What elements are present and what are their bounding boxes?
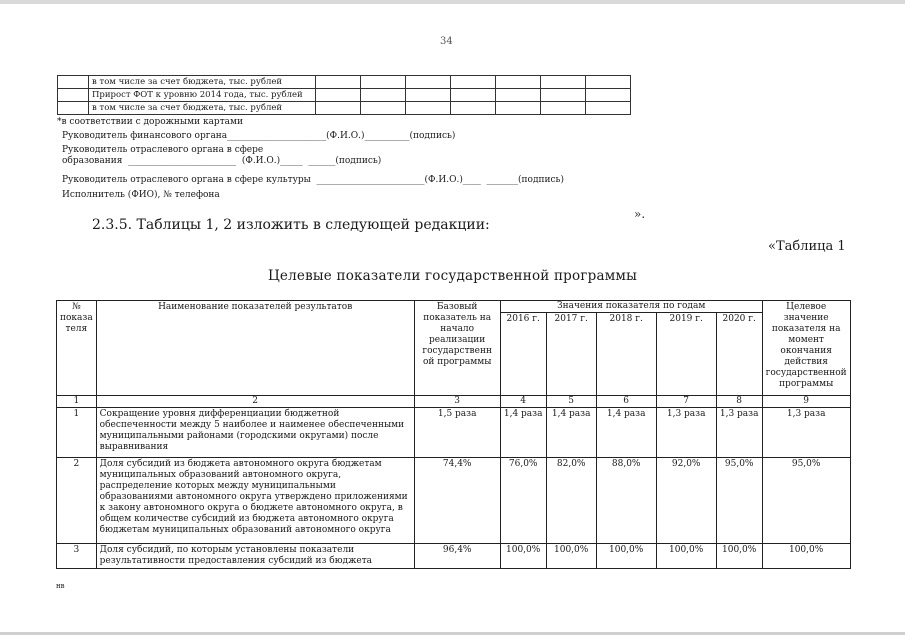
table-title: Целевые показатели государственной программы xyxy=(267,268,638,284)
previous-table-fragment xyxy=(57,75,631,115)
row-target: 1,3 раза xyxy=(762,408,850,458)
target-indicators-table xyxy=(56,300,851,569)
table-row xyxy=(58,76,631,89)
header-year: 2016 г. xyxy=(500,313,546,396)
row-base: 1,5 раза xyxy=(414,408,500,458)
header-year: 2019 г. xyxy=(656,313,716,396)
row-name: Доля субсидий, по которым установлены показатели результативности предоставления субсидий из бюджета xyxy=(96,544,414,569)
row-label: в том числе за счет бюджета, тыс. рублей xyxy=(89,102,316,115)
row-year-value: 1,4 раза xyxy=(546,408,596,458)
row-year-value: 88,0% xyxy=(596,458,656,544)
header-years-group: Значения показателя по годам xyxy=(500,301,762,313)
row-name: Доля субсидий из бюджета автономного округа бюджетам муниципальных образований автономного округа, распределение которых между муниципальными образованиями автономного округа утверждено приложениями к закону автономного округа о бюджете автономного округа, в общем количестве субсидий из бюджета автономного округа бюджетам муниципальных образований автономного округа xyxy=(96,458,414,544)
table-label: «Таблица 1 xyxy=(768,239,846,254)
row-label: в том числе за счет бюджета, тыс. рублей xyxy=(89,76,316,89)
row-year-value: 95,0% xyxy=(716,458,762,544)
header-row xyxy=(57,301,851,313)
column-number: 7 xyxy=(656,396,716,408)
header-num: № показа теля xyxy=(57,301,97,396)
signature-line-finance: Руководитель финансового органа______________________(Ф.И.О.)__________(подпись) xyxy=(62,131,456,141)
column-number: 4 xyxy=(500,396,546,408)
column-number: 1 xyxy=(57,396,97,408)
table-row xyxy=(57,544,851,569)
signature-line-education: образования ________________________ (Ф.И.О.)_____ ______(подпись) xyxy=(62,156,382,166)
column-numbers-row xyxy=(57,396,851,408)
row-year-value: 100,0% xyxy=(656,544,716,569)
column-number: 6 xyxy=(596,396,656,408)
header-year: 2018 г. xyxy=(596,313,656,396)
row-year-value: 1,4 раза xyxy=(500,408,546,458)
row-year-value: 92,0% xyxy=(656,458,716,544)
header-name: Наименование показателей результатов xyxy=(96,301,414,396)
quote-close: ». xyxy=(634,207,646,221)
table-row xyxy=(58,102,631,115)
row-num: 1 xyxy=(57,408,97,458)
row-year-value: 100,0% xyxy=(500,544,546,569)
signature-line-culture: Руководитель отраслевого органа в сфере культуры ________________________(Ф.И.О.)____ _______(подпись) xyxy=(62,175,564,185)
page-number: 34 xyxy=(440,36,453,47)
row-target: 100,0% xyxy=(762,544,850,569)
page-bottom-edge xyxy=(0,632,905,635)
header-year: 2017 г. xyxy=(546,313,596,396)
footer-mark: нв xyxy=(56,582,65,590)
page-top-edge xyxy=(0,0,905,4)
row-year-value: 82,0% xyxy=(546,458,596,544)
row-year-value: 100,0% xyxy=(546,544,596,569)
column-number: 5 xyxy=(546,396,596,408)
column-number: 2 xyxy=(96,396,414,408)
header-target: Целевое значение показателя на момент окончания действия государственной программы xyxy=(762,301,850,396)
column-number: 8 xyxy=(716,396,762,408)
column-number: 9 xyxy=(762,396,850,408)
row-num: 2 xyxy=(57,458,97,544)
row-year-value: 1,3 раза xyxy=(656,408,716,458)
header-base: Базовый показатель на начало реализации государственн ой программы xyxy=(414,301,500,396)
row-target: 95,0% xyxy=(762,458,850,544)
table-row xyxy=(57,458,851,544)
signature-line-education-label: Руководитель отраслевого органа в сфере xyxy=(62,145,264,155)
executor-line: Исполнитель (ФИО), № телефона xyxy=(62,190,220,200)
row-year-value: 76,0% xyxy=(500,458,546,544)
amendment-clause: 2.3.5. Таблицы 1, 2 изложить в следующей редакции: xyxy=(92,217,490,233)
column-number: 3 xyxy=(414,396,500,408)
table-row xyxy=(58,89,631,102)
row-base: 74,4% xyxy=(414,458,500,544)
row-num: 3 xyxy=(57,544,97,569)
row-year-value: 1,4 раза xyxy=(596,408,656,458)
row-label: Прирост ФОТ к уровню 2014 года, тыс. рублей xyxy=(89,89,316,102)
row-year-value: 1,3 раза xyxy=(716,408,762,458)
row-name: Сокращение уровня дифференциации бюджетной обеспеченности между 5 наиболее и наименее обеспеченными муниципальными районами (городскими округами) после выравнивания xyxy=(96,408,414,458)
row-year-value: 100,0% xyxy=(716,544,762,569)
row-year-value: 100,0% xyxy=(596,544,656,569)
header-year: 2020 г. xyxy=(716,313,762,396)
table-row xyxy=(57,408,851,458)
row-base: 96,4% xyxy=(414,544,500,569)
footnote: *в соответствии с дорожными картами xyxy=(57,117,244,127)
